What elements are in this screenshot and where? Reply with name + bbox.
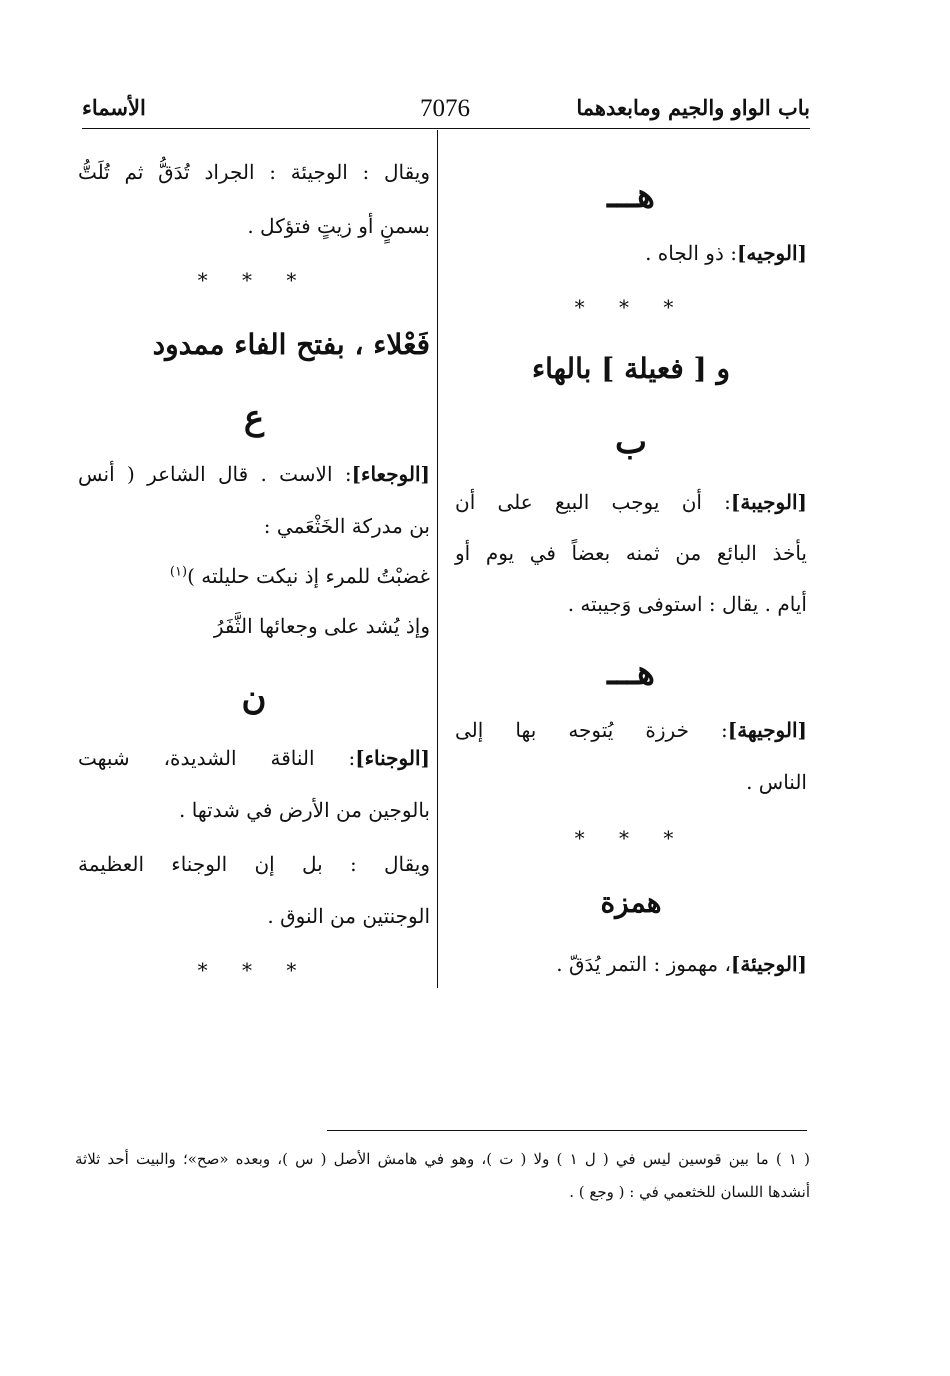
footnote-line: أنشدها اللسان للخثعمي في : ( وجع ) .	[569, 1183, 810, 1201]
entry-wajnaa-line	[78, 746, 430, 770]
definition: : الاست . قال الشاعر ( أنس	[78, 462, 352, 486]
entry-wajiba-line	[455, 490, 807, 514]
separator-stars: * * *	[197, 958, 311, 982]
poem-verse: وإذ يُشد على وجعائها الثَّفَرُ	[213, 614, 430, 638]
headword: [الوجيبة]	[730, 490, 807, 514]
chapter-title: باب الواو والجيم ومابعدهما	[576, 95, 810, 120]
entry-wajia-continued: بسمنٍ أو زيتٍ فتؤكل .	[247, 214, 430, 238]
letter-heading-ha: هـــ	[607, 176, 655, 216]
headword: [الوجيهة]	[727, 718, 807, 742]
entry-wajiba-line: يأخذ البائع من ثمنه بعضاً في يوم أو	[455, 541, 807, 565]
poem-verse	[78, 564, 430, 588]
entry-wajih	[455, 241, 807, 265]
entry-wajaa-line: بن مدركة الخَثْعَمي :	[263, 514, 430, 538]
entry-wajiha-line: الناس .	[746, 770, 807, 794]
section-heading-falaa: فَعْلاء ، بفتح الفاء ممدود	[152, 328, 430, 361]
headword: [الوجناء]	[355, 746, 430, 770]
section-heading-faila: و [ فعيلة ] بالهاء	[531, 352, 731, 385]
footnote-marker: (١)	[169, 564, 188, 580]
letter-heading-ain: ع	[243, 398, 265, 438]
section-heading-hamza: همزة	[600, 886, 662, 919]
section-title: الأسماء	[82, 95, 146, 120]
entry-wajiba-line: أيام . يقال : استوفى وَجيبته .	[567, 592, 807, 616]
headword: [الوجيئة]	[730, 952, 807, 976]
verse-text: غضبْتُ للمرء إذ نيكت حليلته )	[187, 564, 430, 588]
entry-wajnaa-line: الوجنتين من النوق .	[267, 904, 430, 928]
definition: : خرزة يُتوجه بها إلى	[455, 718, 728, 742]
separator-stars: * * *	[574, 295, 688, 319]
footnote-rule	[327, 1130, 807, 1131]
headword: [الوجعاء]	[351, 462, 430, 486]
headword: [الوجيه]	[736, 241, 807, 265]
letter-heading-ba: ب	[614, 422, 647, 462]
entry-wajnaa-line: ويقال : بل إن الوجناء العظيمة	[78, 852, 430, 876]
header-rule	[82, 128, 810, 129]
separator-stars: * * *	[574, 826, 688, 850]
column-divider	[437, 130, 438, 988]
letter-heading-ha: هـــ	[607, 653, 655, 693]
entry-wajnaa-line: بالوجين من الأرض في شدتها .	[179, 798, 430, 822]
entry-wajiha-line	[455, 718, 807, 742]
entry-wajia-continued: ويقال : الوجيئة : الجراد تُدَقُّ ثم تُلَتُّ	[78, 160, 430, 184]
separator-stars: * * *	[197, 268, 311, 292]
definition: : ذو الجاه .	[645, 241, 737, 265]
definition: : الناقة الشديدة، شبهت	[78, 746, 356, 770]
footnote-line: ( ١ ) ما بين قوسين ليس في ( ل ١ ) ولا ( ت )، وهو في هامش الأصل ( س )، وبعده «صح»؛ والبيت أحد ثلاثة	[75, 1150, 810, 1168]
entry-wajia	[455, 952, 807, 976]
page-number: 7076	[420, 95, 470, 122]
entry-wajaa-line	[78, 462, 430, 486]
letter-heading-nun: ن	[241, 678, 267, 718]
definition: ، مهموز : التمر يُدَقّ .	[556, 952, 731, 976]
definition: : أن يوجب البيع على أن	[455, 490, 731, 514]
